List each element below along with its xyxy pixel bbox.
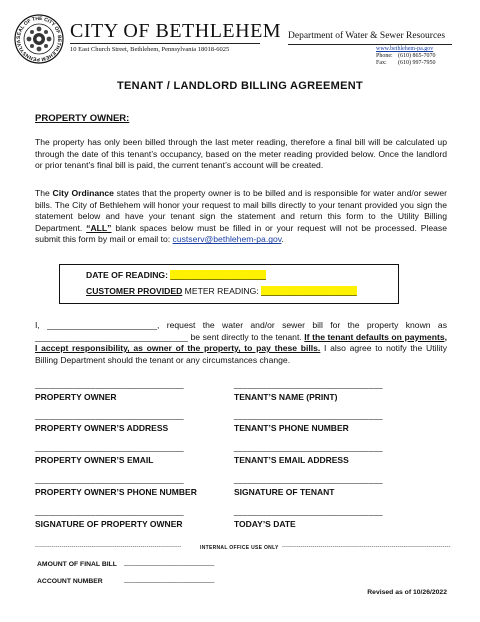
final-bill-label: AMOUNT OF FINAL BILL	[37, 561, 117, 568]
phone-label: Phone:	[376, 53, 393, 59]
phone-number: (610) 865-7070	[398, 53, 436, 59]
department-name: Department of Water & Sewer Resources	[288, 31, 446, 41]
owner-phone-field[interactable]: ________________________________	[35, 475, 184, 484]
city-name-rule	[70, 43, 260, 44]
department-rule	[288, 44, 452, 45]
meter-reading-field[interactable]: ____________________	[261, 286, 357, 296]
seal-ring-text: SEAL OF THE CITY OF BETHLEHEM PENNSYLVA	[15, 15, 63, 63]
meter-reading-box	[59, 264, 399, 304]
owner-email-field[interactable]: ________________________________	[35, 443, 184, 452]
meter-reading-label: METER READING:	[182, 286, 259, 296]
tenant-email-field[interactable]: ________________________________	[234, 443, 383, 452]
form-title: TENANT / LANDLORD BILLING AGREEMENT	[117, 80, 363, 92]
todays-date-field[interactable]: ________________________________	[234, 507, 383, 516]
property-owner-label: PROPERTY OWNER	[35, 392, 117, 402]
final-bill-field[interactable]: _________________________	[124, 559, 215, 566]
owner-phone-label: PROPERTY OWNER’S PHONE NUMBER	[35, 487, 197, 497]
fax-label: Fax:	[376, 60, 387, 66]
responsibility-statement: If the tenant defaults on payments, I accept responsibility, as owner of the property, to pay these bills.	[35, 331, 447, 354]
tenant-signature-field[interactable]: ________________________________	[234, 475, 383, 484]
tenant-email-label: TENANT’S EMAIL ADDRESS	[234, 455, 349, 465]
tenant-phone-label: TENANT’S PHONE NUMBER	[234, 423, 349, 433]
account-number-field[interactable]: _________________________	[124, 576, 215, 583]
paragraph-ordinance: The City Ordinance states that the property owner is to be billed and is responsible for water and/or sewer bills. The City of Bethlehem will honor your request to mail bills directly to your tenant provided you sign the statement below and have your tenant sign the statement and return this form to the Utility Billing Department. “ALL” blank spaces below must be filled in or your request will not be processed. Please submit this form by mail or email to: custserv@bethlehem-pa.gov.	[35, 188, 447, 245]
website-link[interactable]: www.bethlehem-pa.gov	[376, 46, 434, 52]
office-divider-left: ------------------------------------------------------------------------	[35, 544, 182, 550]
city-name: CITY OF BETHLEHEM	[70, 20, 282, 42]
customer-provided-label: CUSTOMER PROVIDED	[86, 286, 183, 296]
internal-office-label: INTERNAL OFFICE USE ONLY	[200, 545, 279, 551]
tenant-name-label: TENANT’S NAME (PRINT)	[234, 392, 338, 402]
date-of-reading-row	[86, 270, 266, 280]
city-seal-icon	[14, 14, 64, 64]
account-number-label: ACCOUNT NUMBER	[37, 578, 103, 585]
city-ordinance-label: City Ordinance	[52, 188, 114, 198]
tenant-signature-label: SIGNATURE OF TENANT	[234, 487, 335, 497]
revised-date: Revised as of 10/26/2022	[367, 589, 447, 596]
todays-date-label: TODAY’S DATE	[234, 519, 296, 529]
owner-email-label: PROPERTY OWNER’S EMAIL	[35, 455, 154, 465]
date-of-reading-label: DATE OF READING:	[86, 270, 168, 280]
paragraph-agreement: I, _______________________, request the water and/or sewer bill for the property known as ________________________________ be sent directly to the tenant. If the tenant defaults on payments, I accept responsibility, as owner of the property, to pay these bills. I also agree to notify the Utility Billing Department should the tenant or any circumstances change.	[35, 320, 447, 365]
date-of-reading-field[interactable]: ____________________	[170, 270, 266, 280]
paragraph-final-bill: The property has only been billed through the last meter reading, therefore a final bill will be calculated up through the date of this tenant’s occupancy, based on the meter reading provided below. Once the landlord or prior tenant’s final bill is paid, the current tenant’s account will be created.	[35, 137, 447, 171]
owner-signature-label: SIGNATURE OF PROPERTY OWNER	[35, 519, 183, 529]
tenant-name-field[interactable]: ________________________________	[234, 380, 383, 389]
all-emphasis: “ALL”	[86, 222, 112, 233]
tenant-phone-field[interactable]: ________________________________	[234, 411, 383, 420]
property-owner-field[interactable]: ________________________________	[35, 380, 184, 389]
city-address: 10 East Church Street, Bethlehem, Pennsylvania 18018-6025	[70, 46, 230, 53]
owner-address-field[interactable]: ________________________________	[35, 411, 184, 420]
fax-number: (610) 997-7950	[398, 60, 436, 66]
email-link[interactable]: custserv@bethlehem-pa.gov	[172, 234, 282, 245]
office-divider-right: -----------------------------------------------------------------------------------	[282, 544, 451, 550]
owner-signature-field[interactable]: ________________________________	[35, 507, 184, 516]
meter-reading-row	[86, 286, 357, 296]
owner-address-label: PROPERTY OWNER’S ADDRESS	[35, 423, 169, 433]
section-heading: PROPERTY OWNER:	[35, 113, 130, 124]
